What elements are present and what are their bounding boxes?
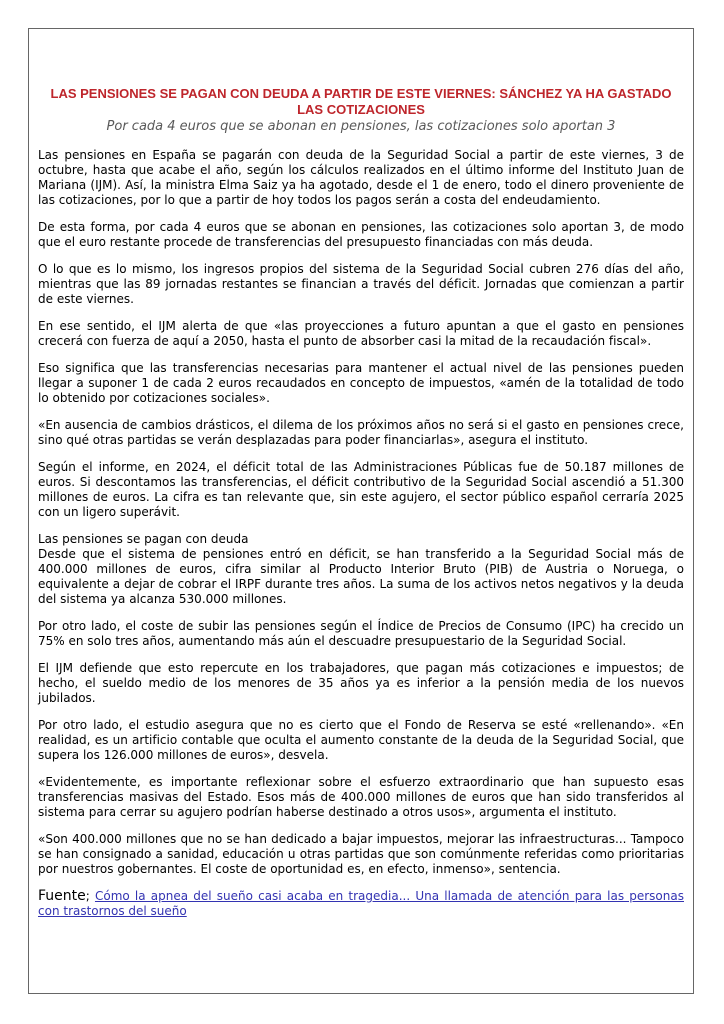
article-paragraph: Eso significa que las transferencias necesarias para mantener el actual nivel de las pensiones pueden llegar a suponer 1 de cada 2 euros recaudados en concepto de impuestos, «amén de la totalidad de todo lo obtenido por cotizaciones sociales». [38, 361, 684, 405]
source-link[interactable]: Cómo la apnea del sueño casi acaba en tragedia... Una llamada de atención para las personas con trastornos del sueño [38, 889, 684, 918]
article-paragraph: «Son 400.000 millones que no se han dedicado a bajar impuestos, mejorar las infraestructuras... Tampoco se han consignado a sanidad, educación u otras partidas que son comúnmente referidas como prioritarias por nuestros gobernantes. El coste de oportunidad es, en efecto, inmenso», sentencia. [38, 832, 684, 876]
article-paragraph: Desde que el sistema de pensiones entró en déficit, se han transferido a la Seguridad Social más de 400.000 millones de euros, cifra similar al Producto Interior Bruto (PIB) de Austria o Noruega, o equivalente a dejar de cobrar el IRPF durante tres años. La suma de los activos netos negativos y la deuda del sistema ya alcanza 530.000 millones. [38, 547, 684, 606]
source-separator: ; [85, 889, 90, 903]
article-paragraph: Por otro lado, el coste de subir las pensiones según el Índice de Precios de Consumo (IPC) ha crecido un 75% en solo tres años, aumentando más aún el descuadre presupuestario de la Seguridad Social. [38, 619, 684, 648]
article-paragraph: Las pensiones en España se pagarán con deuda de la Seguridad Social a partir de este viernes, 3 de octubre, hasta que acabe el año, según los cálculos realizados en el último informe del Instituto Juan de Mariana (IJM). Así, la ministra Elma Saiz ya ha agotado, desde el 1 de enero, todo el dinero proveniente de las cotizaciones, por lo que a partir de hoy todos los pagos serán a costa del endeudamiento. [38, 148, 684, 207]
article-headline [38, 86, 684, 118]
headline-line-2: LAS COTIZACIONES [297, 102, 425, 117]
article-paragraph: En ese sentido, el IJM alerta de que «las proyecciones a futuro apuntan a que el gasto en pensiones crecerá con fuerza de aquí a 2050, hasta el punto de absorber casi la mitad de la recaudación fiscal». [38, 319, 684, 348]
source-line [38, 889, 684, 919]
article-paragraph: El IJM defiende que esto repercute en los trabajadores, que pagan más cotizaciones e impuestos; de hecho, el sueldo medio de los menores de 35 años ya es inferior a la pensión media de los nuevos jubilados. [38, 661, 684, 705]
article-subtitle: Por cada 4 euros que se abonan en pensiones, las cotizaciones solo aportan 3 [106, 119, 616, 134]
document-page [28, 28, 694, 994]
article-paragraph: O lo que es lo mismo, los ingresos propios del sistema de la Seguridad Social cubren 276 días del año, mientras que las 89 jornadas restantes se financian a través del déficit. Jornadas que comienzan a partir de este viernes. [38, 262, 684, 306]
article-paragraph: «En ausencia de cambios drásticos, el dilema de los próximos años no será si el gasto en pensiones crece, sino qué otras partidas se verán desplazadas para poder financiarlas», asegura el instituto. [38, 418, 684, 447]
article-paragraph: Por otro lado, el estudio asegura que no es cierto que el Fondo de Reserva se esté «rellenando». «En realidad, es un artificio contable que oculta el aumento constante de la deuda de la Seguridad Social, que supera los 126.000 millones de euros», desvela. [38, 718, 684, 762]
article-body [38, 148, 684, 919]
article-paragraph: Según el informe, en 2024, el déficit total de las Administraciones Públicas fue de 50.187 millones de euros. Si descontamos las transferencias, el déficit contributivo de la Seguridad Social ascendió a 51.300 millones de euros. La cifra es tan relevante que, sin este agujero, el sector público español cerraría 2025 con un ligero superávit. [38, 460, 684, 519]
source-label: Fuente [38, 888, 86, 904]
article-paragraph: De esta forma, por cada 4 euros que se abonan en pensiones, las cotizaciones solo aportan 3, de modo que el euro restante procede de transferencias del presupuesto financiadas con más deuda. [38, 220, 684, 249]
article-paragraph: «Evidentemente, es importante reflexionar sobre el esfuerzo extraordinario que han supuesto esas transferencias masivas del Estado. Esos más de 400.000 millones de euros que han sido transferidos al sistema para cerrar su agujero podrían haberse destinado a otros usos», argumenta el instituto. [38, 775, 684, 819]
headline-line-1: LAS PENSIONES SE PAGAN CON DEUDA A PARTIR DE ESTE VIERNES: SÁNCHEZ YA HA GASTADO [50, 86, 672, 101]
section-heading: Las pensiones se pagan con deuda [38, 532, 249, 546]
